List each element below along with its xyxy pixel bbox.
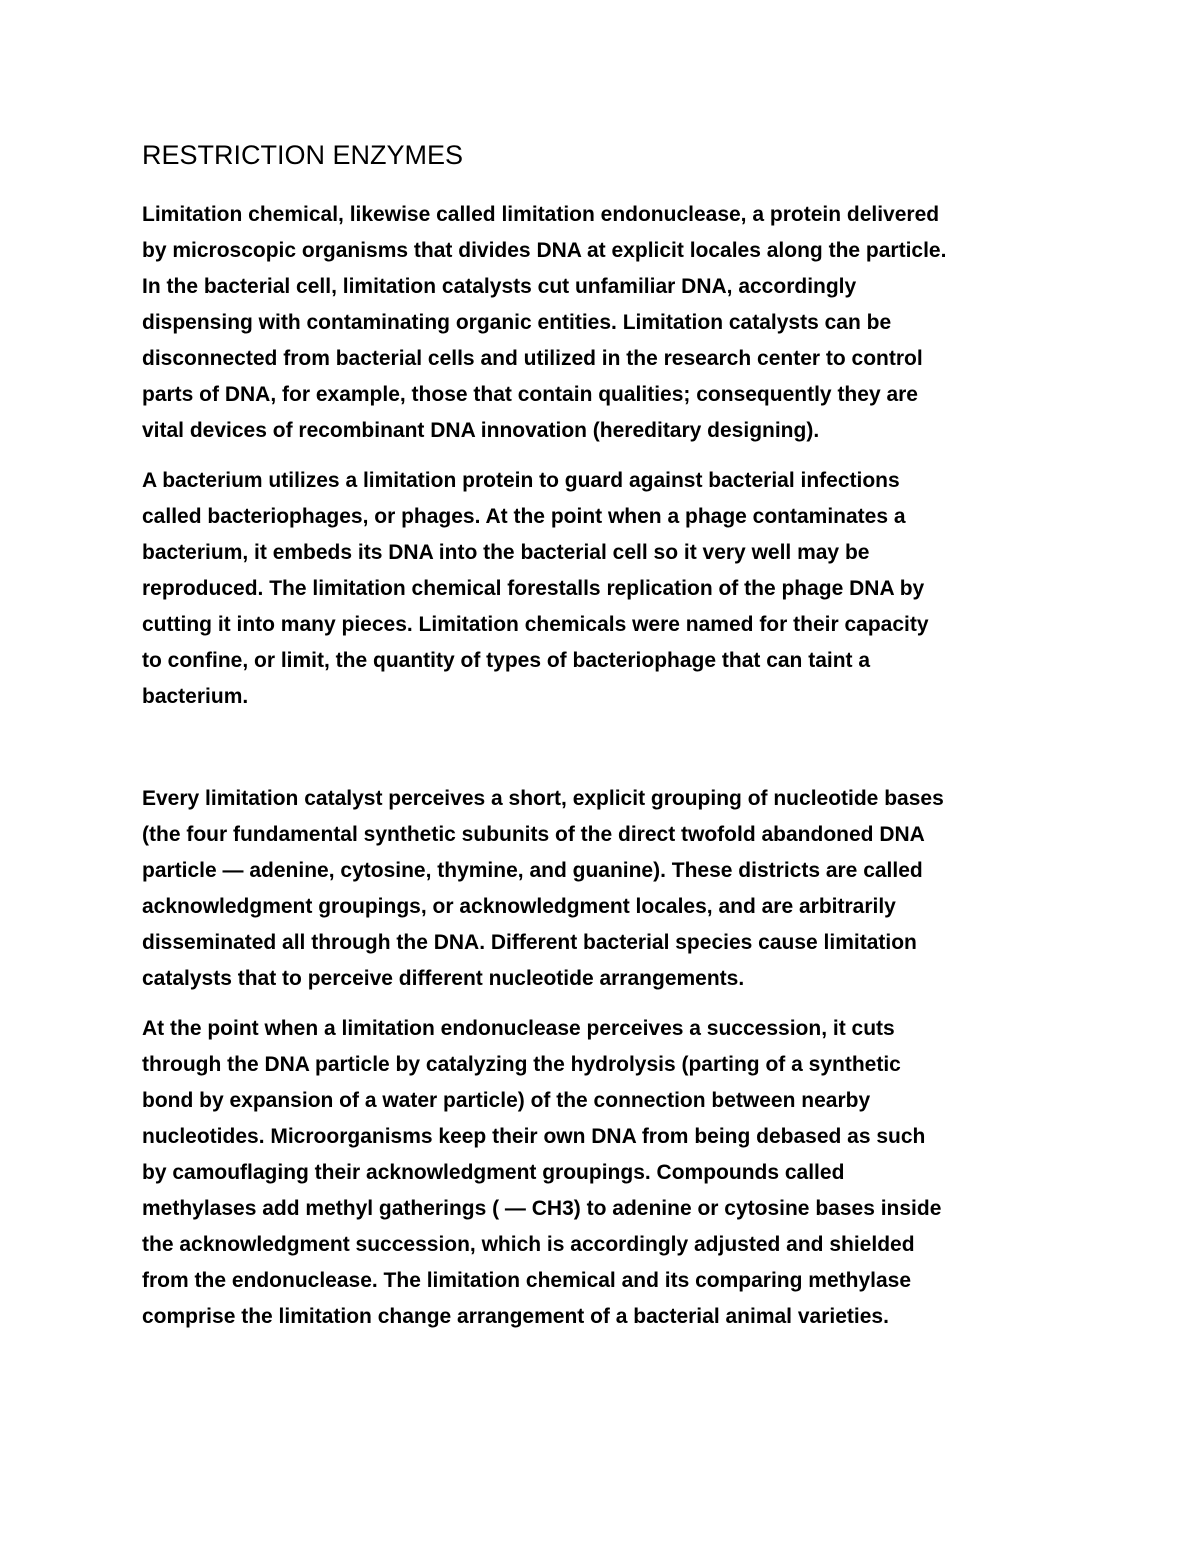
paragraph-line: In the bacterial cell, limitation catalysts cut unfamiliar DNA, accordingly <box>142 275 857 298</box>
paragraph-line: from the endonuclease. The limitation chemical and its comparing methylase <box>142 1269 912 1292</box>
paragraph-line: Limitation chemical, likewise called limitation endonuclease, a protein delivered <box>142 203 940 226</box>
paragraph-line: catalysts that to perceive different nucleotide arrangements. <box>142 967 745 990</box>
paragraph-line: disconnected from bacterial cells and utilized in the research center to control <box>142 347 923 370</box>
paragraph-line: nucleotides. Microorganisms keep their own DNA from being debased as such <box>142 1125 926 1148</box>
paragraph-2 <box>142 463 1062 715</box>
paragraph-line: acknowledgment groupings, or acknowledgment locales, and are arbitrarily <box>142 895 896 918</box>
paragraph-line: Every limitation catalyst perceives a short, explicit grouping of nucleotide bases <box>142 787 944 810</box>
paragraph-line: particle — adenine, cytosine, thymine, and guanine). These districts are called <box>142 859 923 882</box>
paragraph-line: cutting it into many pieces. Limitation chemicals were named for their capacity <box>142 613 929 636</box>
document-title: RESTRICTION ENZYMES <box>142 140 464 170</box>
paragraph-line: through the DNA particle by catalyzing the hydrolysis (parting of a synthetic <box>142 1053 901 1076</box>
paragraph-line: (the four fundamental synthetic subunits of the direct twofold abandoned DNA <box>142 823 925 846</box>
paragraph-line: bond by expansion of a water particle) of the connection between nearby <box>142 1089 871 1112</box>
paragraph-line: dispensing with contaminating organic entities. Limitation catalysts can be <box>142 311 892 334</box>
paragraph-line: vital devices of recombinant DNA innovation (hereditary designing). <box>142 419 820 442</box>
paragraph-line: to confine, or limit, the quantity of types of bacteriophage that can taint a <box>142 649 871 672</box>
paragraph-line: At the point when a limitation endonuclease perceives a succession, it cuts <box>142 1017 895 1040</box>
paragraph-1 <box>142 197 1062 449</box>
paragraph-line: parts of DNA, for example, those that contain qualities; consequently they are <box>142 383 918 406</box>
paragraph-line: by microscopic organisms that divides DNA at explicit locales along the particle. <box>142 239 947 262</box>
paragraph-line: disseminated all through the DNA. Different bacterial species cause limitation <box>142 931 917 954</box>
paragraph-line: methylases add methyl gatherings ( — CH3) to adenine or cytosine bases inside <box>142 1197 942 1220</box>
paragraph-line: comprise the limitation change arrangement of a bacterial animal varieties. <box>142 1305 889 1328</box>
paragraph-3 <box>142 781 1062 997</box>
paragraph-line: by camouflaging their acknowledgment groupings. Compounds called <box>142 1161 845 1184</box>
paragraph-line: reproduced. The limitation chemical forestalls replication of the phage DNA by <box>142 577 925 600</box>
paragraph-line: A bacterium utilizes a limitation protein to guard against bacterial infections <box>142 469 900 492</box>
paragraph-line: bacterium, it embeds its DNA into the bacterial cell so it very well may be <box>142 541 870 564</box>
paragraph-line: the acknowledgment succession, which is accordingly adjusted and shielded <box>142 1233 915 1256</box>
paragraph-line: called bacteriophages, or phages. At the point when a phage contaminates a <box>142 505 906 528</box>
document-page <box>142 140 1062 1349</box>
paragraph-line: bacterium. <box>142 685 249 708</box>
paragraph-4 <box>142 1011 1062 1335</box>
